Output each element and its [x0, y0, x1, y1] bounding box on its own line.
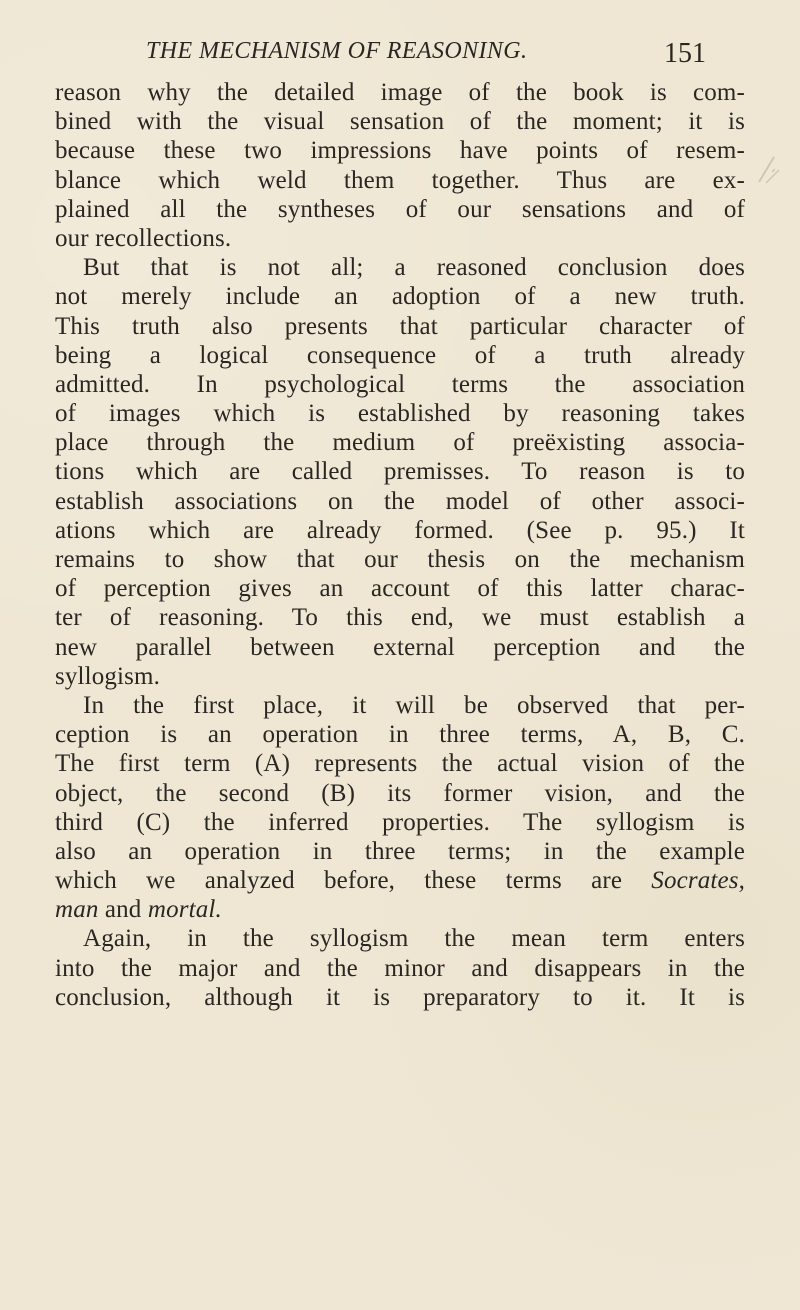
text-line: ations which are already formed. (See p. 95.) It: [55, 516, 745, 544]
emphasis-socrates: Socrates,: [651, 867, 745, 895]
margin-mark-icon: [754, 152, 782, 188]
text-line: This truth also presents that particular character of: [55, 312, 745, 340]
text-line: our recollections.: [55, 224, 232, 252]
text-line: because these two impressions have points of resem-: [55, 137, 745, 165]
text-line: place through the medium of preëxisting associa-: [55, 429, 745, 457]
text-line: syllogism.: [55, 662, 160, 690]
text-line: into the major and the minor and disappears in the: [55, 954, 745, 982]
emphasis-mortal: mortal.: [147, 896, 222, 924]
text-line: conclusion, although it is preparatory to it. It is: [55, 983, 745, 1011]
emphasis-man: man: [55, 896, 99, 924]
text-line: third (C) the inferred properties. The syllogism is: [55, 808, 745, 836]
text-line: The first term (A) represents the actual vision of the: [55, 750, 745, 778]
text-line: Again, in the syllogism the mean term enters: [83, 925, 745, 953]
text-line: ception is an operation in three terms, A, B, C.: [55, 721, 745, 749]
text-line-with-emphasis: [55, 895, 745, 924]
running-head: [146, 38, 706, 74]
text-line: In the first place, it will be observed that per-: [83, 691, 745, 719]
text-line-with-emphasis: [55, 866, 745, 895]
text-line: tions which are called premisses. To reason is to: [55, 458, 745, 486]
text-line: of perception gives an account of this latter charac-: [55, 575, 745, 603]
text-line: bined with the visual sensation of the moment; it is: [55, 108, 745, 136]
text-line: new parallel between external perception and the: [55, 633, 745, 661]
text-line: remains to show that our thesis on the mechanism: [55, 546, 745, 573]
text-line: object, the second (B) its former vision, and the: [55, 779, 745, 807]
page-number: 151: [664, 38, 706, 69]
text-line: establish associations on the model of other associ-: [55, 487, 745, 515]
chapter-title: THE MECHANISM OF REASONING.: [146, 38, 528, 64]
text-line: not merely include an adoption of a new truth.: [55, 283, 745, 311]
text-line: But that is not all; a reasoned conclusion does: [83, 254, 745, 282]
text-line: ter of reasoning. To this end, we must establish a: [55, 604, 745, 632]
text-line: being a logical consequence of a truth already: [55, 341, 745, 369]
text-line: also an operation in three terms; in the example: [55, 837, 745, 865]
text-fragment: and: [98, 896, 148, 924]
text-fragment: which we analyzed before, these terms are: [55, 867, 652, 895]
text-line: admitted. In psychological terms the association: [55, 370, 745, 398]
body-text: [55, 78, 745, 1012]
text-line: blance which weld them together. Thus are ex-: [55, 166, 745, 194]
text-line: of images which is established by reasoning takes: [55, 400, 745, 428]
text-line: reason why the detailed image of the book is com-: [55, 79, 745, 106]
text-line: plained all the syntheses of our sensations and of: [55, 195, 745, 223]
